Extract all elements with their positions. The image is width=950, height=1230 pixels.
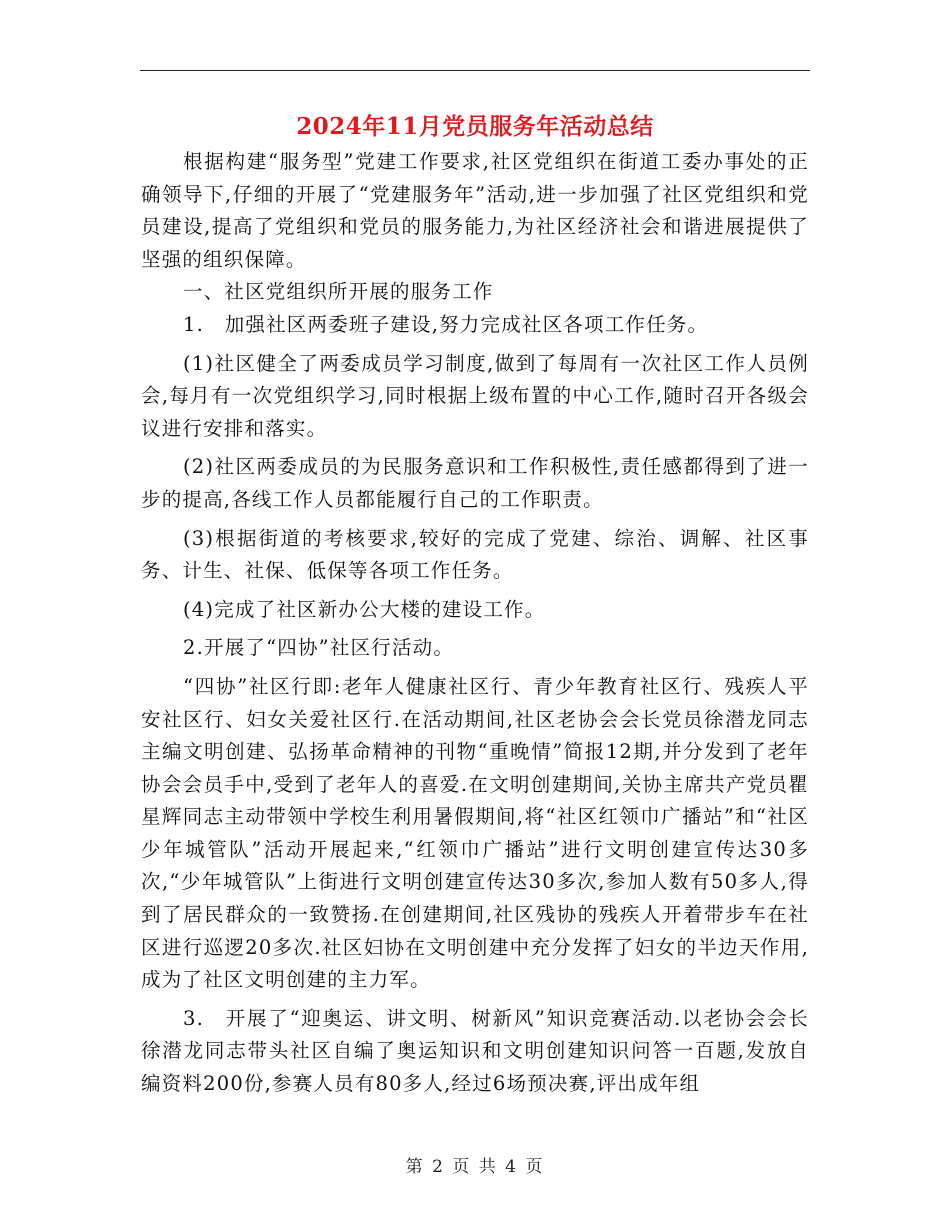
paragraph-item-1: (1)社区健全了两委成员学习制度,做到了每周有一次社区工作人员例会,每月有一次党组织学习,同时根据上级布置的中心工作,随时召开各级会议进行安排和落实。 [141, 351, 809, 440]
document-body [141, 146, 809, 1101]
section-heading: 一、社区党组织所开展的服务工作 [183, 280, 494, 304]
subsection-heading-1: 1. 加强社区两委班子建设,努力完成社区各项工作任务。 [183, 312, 709, 336]
paragraph-olympic-contest: 3. 开展了“迎奥运、讲文明、树新风”知识竞赛活动.以老协会会长徐潜龙同志带头社区自编了奥运知识和文明创建知识问答一百题,发放自编资料200份,参赛人员有80多人,经过6场预决赛,评出成年组 [141, 1006, 809, 1096]
paragraph-four-associations: “四协”社区行即:老年人健康社区行、青少年教育社区行、残疾人平安社区行、妇女关爱社区行.在活动期间,社区老协会会长党员徐潜龙同志主编文明创建、弘扬革命精神的刊物“重晚情”简报12期,并分发到了老年协会会员手中,受到了老年人的喜爱.在文明创建期间,关协主席共产党员瞿星辉同志主动带领中学校生利用暑假期间,将“社区红领巾广播站”和“社区少年城管队”活动开展起来,“红领巾广播站”进行文明创建宣传达30多次,“少年城管队”上街进行文明创建宣传达30多次,参加人数有50多人,得到了居民群众的一致赞扬.在创建期间,社区残协的残疾人开着带步车在社区进行巡逻20多次.社区妇协在文明创建中充分发挥了妇女的半边天作用,成为了社区文明创建的主力军。 [141, 674, 809, 992]
document-title: 2024年11月党员服务年活动总结 [296, 113, 654, 140]
paragraph-item-2: (2)社区两委成员的为民服务意识和工作积极性,责任感都得到了进一步的提高,各线工作人员都能履行自己的工作职责。 [141, 455, 809, 511]
header-rule [140, 70, 810, 71]
subsection-heading-2: 2.开展了“四协”社区行活动。 [183, 636, 455, 660]
paragraph-item-3: (3)根据街道的考核要求,较好的完成了党建、综治、调解、社区事务、计生、社保、低保等各项工作任务。 [141, 526, 809, 583]
page-number-footer: 第 2 页 共 4 页 [405, 1157, 545, 1177]
paragraph-intro: 根据构建“服务型”党建工作要求,社区党组织在街道工委办事处的正确领导下,仔细的开展了“党建服务年”活动,进一步加强了社区党组织和党员建设,提高了党组织和党员的服务能力,为社区经济社会和谐进展提供了坚强的组织保障。 [141, 150, 809, 271]
paragraph-item-4: (4)完成了社区新办公大楼的建设工作。 [183, 597, 546, 621]
